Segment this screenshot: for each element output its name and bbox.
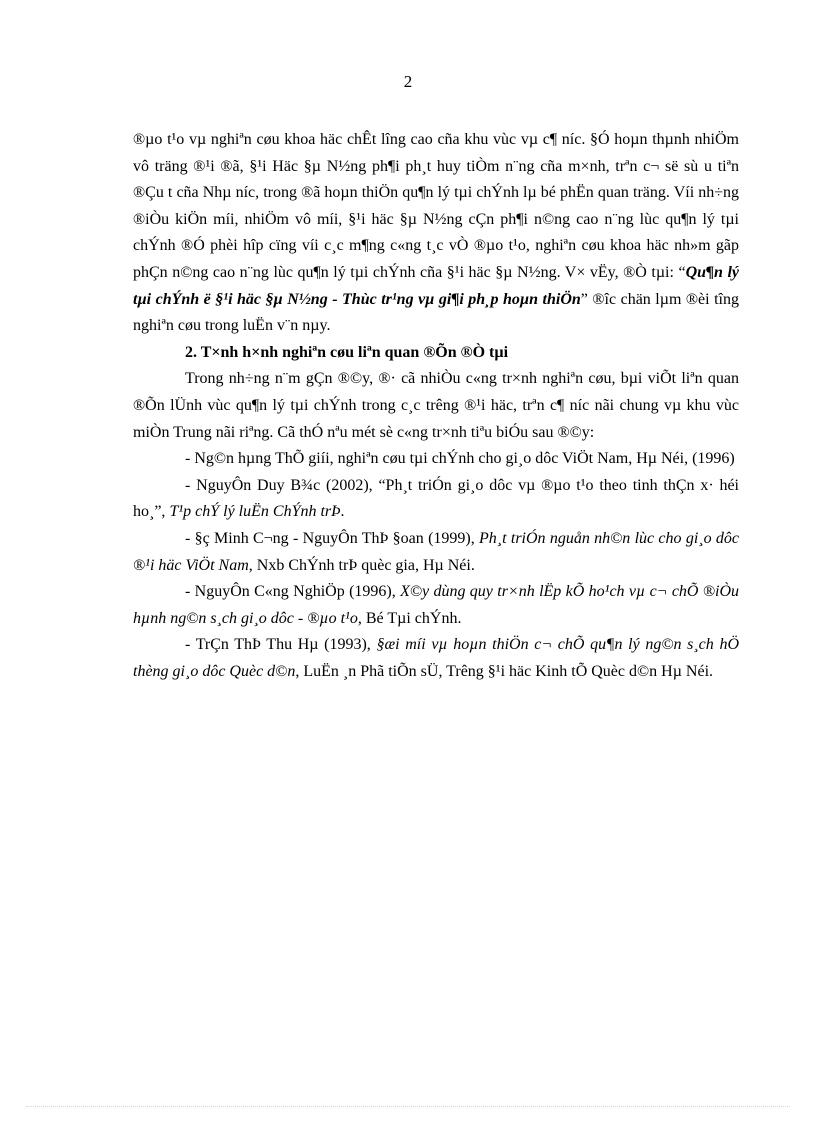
reference-item: [133, 632, 739, 685]
reference-author: - NguyÔn Duy B¾c (2002), “Ph¸t triÓn gi¸o dôc vµ ®µo t¹o theo tinh thÇn x· héi ho¸”,: [133, 476, 739, 521]
reference-item: [133, 526, 739, 579]
document-body: [133, 127, 739, 685]
intro-text-end: ” ®îc chän lµm ®èi tîng nghiªn cøu trong luËn v¨n nµy.: [133, 290, 739, 335]
section-heading: 2. T×nh h×nh nghiªn cøu liªn quan ®Õn ®Ò tµi: [185, 343, 509, 361]
body-paragraph: Trong nh÷ng n¨m gÇn ®©y, ®· cã nhiÒu c«ng tr×nh nghiªn cøu, bµi viÕt liªn quan ®Õn lÜnh vùc qu¶n lý tµi chÝnh trong c¸c trêng ®¹i häc, trªn c¶ níc nãi chung vµ khu vùc miÒn Trung nãi riªng. Cã thÓ nªu mét sè c«ng tr×nh tiªu biÓu sau ®©y:: [133, 370, 739, 441]
reference-author: - §ç Minh C¬ng - NguyÔn ThÞ §oan (1999),: [185, 529, 480, 547]
reference-item: - Ng©n hµng ThÕ giíi, nghiªn cøu tµi chÝnh cho gi¸o dôc ViÖt Nam, Hµ Néi, (1996): [185, 450, 735, 468]
intro-paragraph: [133, 127, 739, 340]
intro-text: ®µo t¹o vµ nghiªn cøu khoa häc chÊt lîng cao cña khu vùc vµ c¶ níc. §Ó hoµn thµnh nhiÖm vô träng ®¹i ®ã, §¹i Häc §µ N½ng ph¶i ph¸t huy tiÒm n¨ng cña m×nh, trªn c¬ së sù u tiªn ®Çu t cña Nhµ níc, trong ®ã hoµn thiÖn qu¶n lý tµi chÝnh lµ bé phËn quan träng. Víi nh÷ng ®iÒu kiÖn míi, nhiÖm vô míi, §¹i häc §µ N½ng cÇn ph¶i n©ng cao n¨ng lùc qu¶n lý tµi chÝnh ®Ó phèi hîp cïng víi c¸c m¶ng c«ng t¸c vÒ ®µo t¹o, nghiªn cøu khoa häc nh»m gãp phÇn n©ng cao n¨ng lùc qu¶n lý tµi chÝnh cña §¹i häc §µ N½ng. V× vËy, ®Ò tµi: “: [133, 131, 739, 281]
reference-publisher: , LuËn ¸n Phã tiÕn sÜ, Trêng §¹i häc Kinh tÕ Quèc d©n Hµ Néi.: [295, 662, 714, 680]
thesis-title: Qu¶n lý tµi chÝnh ë §¹i häc §µ N½ng - Thùc tr¹ng vµ gi¶i ph¸p hoµn thiÖn: [133, 263, 739, 308]
reference-source: T¹p chÝ lý luËn ChÝnh trÞ.: [169, 503, 345, 521]
reference-item: [133, 473, 739, 526]
reference-title: X©y dùng quy tr×nh lËp kÕ ho¹ch vµ c¬ chÕ ®iÒu hµnh ng©n s¸ch gi¸o dôc - ®µo t¹o: [133, 583, 739, 627]
reference-title: §æi míi vµ hoµn thiÖn c¬ chÕ qu¶n lý ng©n s¸ch hÖ thèng gi¸o dôc Quèc d©n: [133, 636, 739, 680]
reference-author: - TrÇn ThÞ Thu Hµ (1993),: [185, 636, 377, 654]
page-bottom-rule: [26, 1106, 790, 1107]
reference-publisher: , Bé Tµi chÝnh.: [357, 609, 462, 627]
page-number: 2: [403, 72, 413, 91]
reference-title: Ph¸t triÓn nguån nh©n lùc cho gi¸o dôc ®¹i häc ViÖt Nam: [133, 529, 739, 574]
reference-item: [133, 579, 739, 632]
reference-author: - NguyÔn C«ng NghiÖp (1996),: [185, 583, 401, 601]
reference-publisher: , Nxb ChÝnh trÞ quèc gia, Hµ Néi.: [248, 556, 475, 574]
